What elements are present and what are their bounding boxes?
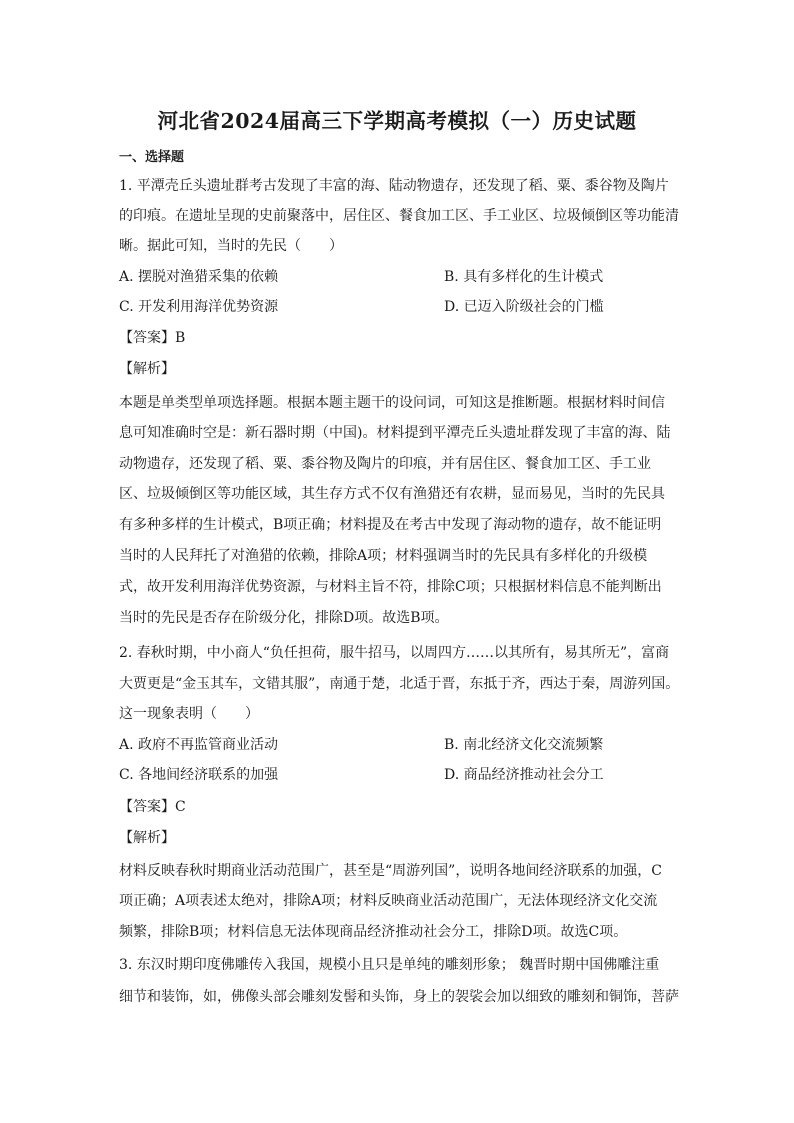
q3-stem-line-1: 3. 东汉时期印度佛雕传入我国，规模小且只是单纯的雕刻形象； 魏晋时期中国佛雕注重 bbox=[119, 957, 660, 973]
q2-stem-line-1: 2. 春秋时期，中小商人“负任担荷，服牛招马，以周四方……以其所有，易其所无”，富商 bbox=[119, 645, 670, 661]
q2-stem-line-2: 大贾更是“金玉其车，文错其服”，南通于楚，北适于晋，东抵于齐，西达于秦，周游列国。 bbox=[119, 676, 680, 692]
q1-analysis-line-7: 式，故开发利用海洋优势资源，与材料主旨不符，排除C项；只根据材料信息不能判断出 bbox=[119, 579, 662, 595]
q3-stem-line-2: 细节和装饰，如，佛像头部会雕刻发髻和头饰，身上的袈裟会加以细致的雕刻和铜饰，菩萨 bbox=[119, 989, 679, 1005]
q1-analysis-line-2: 息可知准确时空是：新石器时期（中国)。材料提到平潭壳丘头遗址群发现了丰富的海、陆 bbox=[119, 425, 671, 441]
q2-stem-line-3: 这一现象表明（ ） bbox=[119, 706, 259, 722]
q2-answer: 【答案】C bbox=[119, 799, 186, 815]
q2-option-c: C. 各地间经济联系的加强 bbox=[119, 767, 279, 783]
q2-option-b: B. 南北经济文化交流频繁 bbox=[444, 737, 604, 753]
q1-answer: 【答案】B bbox=[119, 330, 186, 346]
q2-analysis-line-1: 材料反映春秋时期商业活动范围广，甚至是“周游列国”，说明各地间经济联系的加强，C bbox=[119, 863, 663, 879]
page-title: 河北省2024届高三下学期高考模拟（一）历史试题 bbox=[157, 109, 637, 133]
q1-option-b: B. 具有多样化的生计模式 bbox=[444, 269, 604, 285]
q1-stem-line-1: 1. 平潭壳丘头遗址群考古发现了丰富的海、陆动物遗存，还发现了稻、粟、黍谷物及陶片 bbox=[119, 178, 669, 194]
q2-option-d: D. 商品经济推动社会分工 bbox=[444, 767, 604, 783]
q1-stem-line-2: 的印痕。在遗址呈现的史前聚落中，居住区、餐食加工区、手工业区、垃圾倾倒区等功能清 bbox=[119, 208, 679, 224]
q1-analysis-line-3: 动物遗存，还发现了稻、粟、黍谷物及陶片的印痕，并有居住区、餐食加工区、手工业 bbox=[119, 456, 651, 472]
q2-analysis-label: 【解析】 bbox=[119, 830, 175, 846]
q1-analysis-line-6: 当时的人民拜托了对渔猎的依赖，排除A项；材料强调当时的先民具有多样化的升级模 bbox=[119, 548, 648, 564]
q1-analysis-line-5: 有多种多样的生计模式，B项正确；材料提及在考古中发现了海动物的遗存，故不能证明 bbox=[119, 517, 662, 533]
q1-stem-line-3: 晰。据此可知，当时的先民（ ） bbox=[119, 238, 343, 254]
q2-analysis-line-3: 频繁，排除B项；材料信息无法体现商品经济推动社会分工，排除D项。故选C项。 bbox=[119, 924, 628, 940]
q1-option-c: C. 开发利用海洋优势资源 bbox=[119, 299, 279, 315]
q1-analysis-line-1: 本题是单类型单项选择题。根据本题主题干的设问词，可知这是推断题。根据材料时间信 bbox=[119, 395, 665, 411]
q1-option-a: A. 摆脱对渔猎采集的依赖 bbox=[119, 269, 279, 285]
section-heading: 一、选择题 bbox=[119, 150, 185, 165]
q1-analysis-label: 【解析】 bbox=[119, 361, 175, 377]
q2-option-a: A. 政府不再监管商业活动 bbox=[119, 737, 279, 753]
q2-analysis-line-2: 项正确；A项表述太绝对，排除A项；材料反映商业活动范围广，无法体现经济文化交流 bbox=[119, 893, 658, 909]
q1-option-d: D. 已迈入阶级社会的门槛 bbox=[444, 299, 604, 315]
q1-analysis-line-4: 区、垃圾倾倒区等功能区域，其生存方式不仅有渔猎还有农耕，显而易见，当时的先民具 bbox=[119, 486, 665, 502]
q1-analysis-line-8: 当时的先民是否存在阶级分化，排除D项。故选B项。 bbox=[119, 610, 449, 626]
